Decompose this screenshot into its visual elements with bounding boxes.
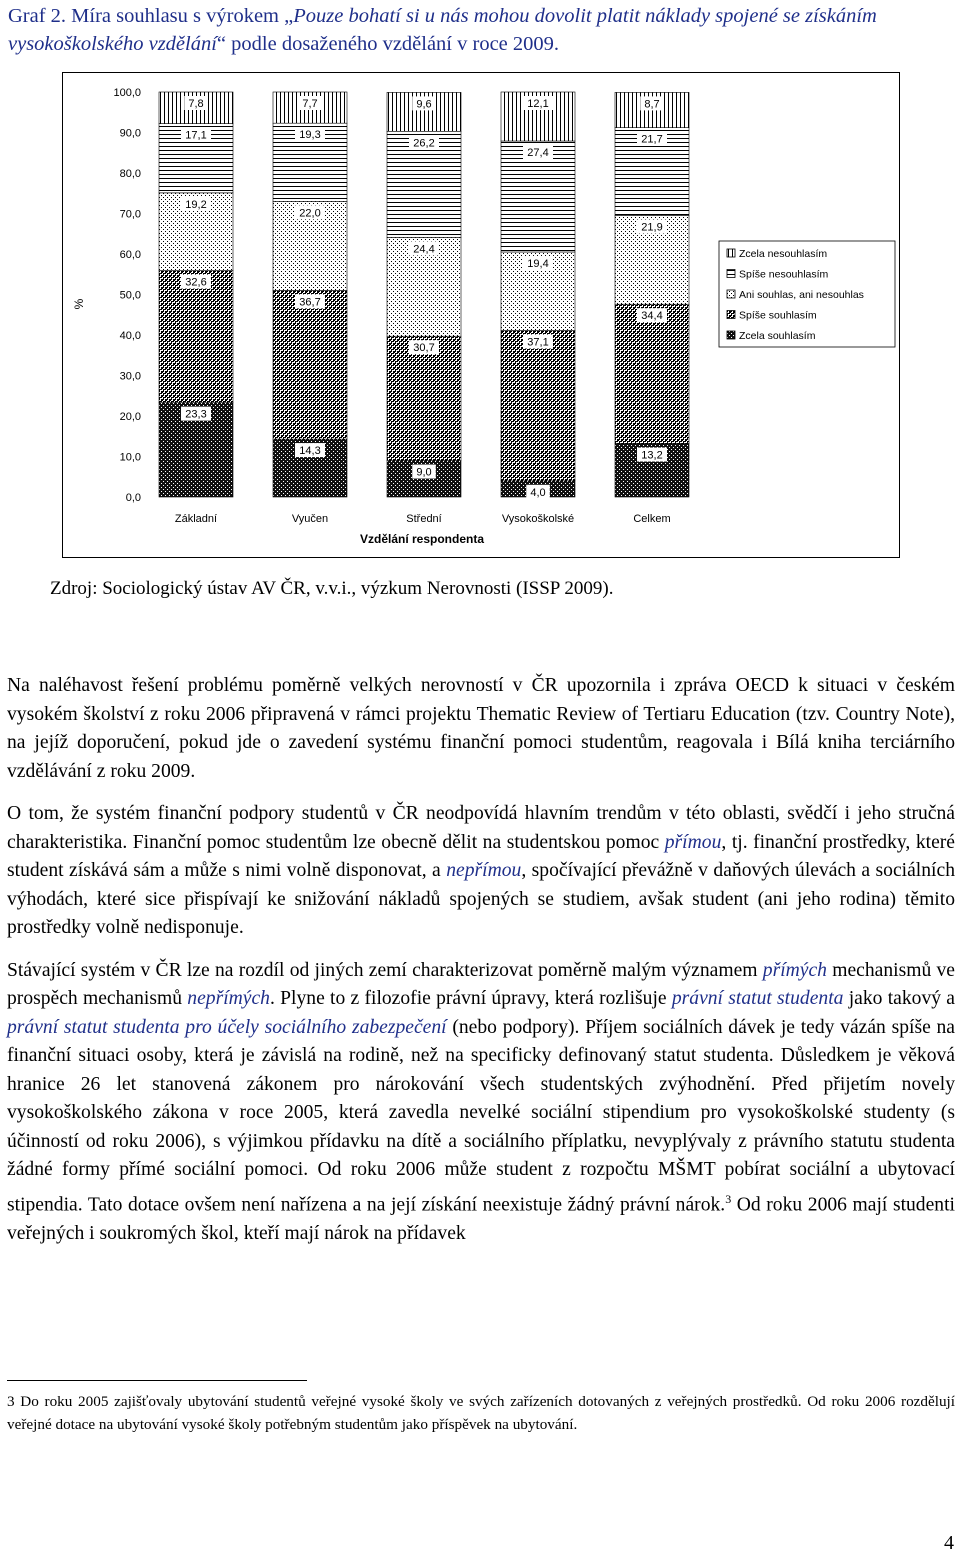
- y-tick-label: 10,0: [119, 451, 141, 464]
- paragraph-3: Stávající systém v ČR lze na rozdíl od jiných zemí charakterizovat poměrně malým významem přímých mechanismů ve prospěch mechanismů nepřímých. Plyne to z filozofie právní úpravy, která rozlišuje právní statut studenta jako takový a právní statut studenta pro účely sociálního zabezpečení (nebo podpory). Příjem sociálních dávek je tedy vázán spíše na finanční situaci osoby, která je závislá na rodině, než na specificky definovaný statut studenta. Důsledkem je věková hranice 26 let stanovená zákonem pro nárokování všech studentských zvýhodnění. Před přijetím novely vysokoškolského zákona v roce 2005, která zavedla nevelké sociální stipendium pro vysokoškolské studenty (s účinností od roku 2006), s výjimkou přídavku na dítě a sociálního příplatku, nevyplývaly z právního statutu studenta žádné formy přímé sociální pomoci. Od roku 2006 může student z rozpočtu MŠMT pobírat sociální a ubytovací stipendia. Tato dotace ovšem není nařízena a na její získání neexistuje žádný právní nárok.$^3$ Od roku 2006 mají studenti veřejných i soukromých škol, kteří mají nárok na přídavek: [7, 959, 956, 1244]
- bar-segment: [387, 336, 461, 460]
- data-label: 37,1: [527, 336, 549, 349]
- x-axis-title: Vzdělání respondenta: [359, 532, 485, 546]
- y-axis-title: %: [72, 298, 86, 310]
- data-label: 26,2: [413, 137, 435, 150]
- x-tick-label: Celkem: [633, 513, 671, 525]
- data-label: 22,0: [299, 207, 321, 220]
- data-label: 9,6: [416, 98, 432, 111]
- x-tick-label: Vysokoškolské: [501, 513, 575, 525]
- data-label: 7,8: [188, 98, 204, 110]
- data-label: 36,7: [299, 296, 321, 309]
- data-label: 19,3: [299, 129, 321, 142]
- x-tick-label: Střední: [406, 513, 442, 525]
- data-label: 14,3: [299, 445, 321, 458]
- legend-swatch: [727, 311, 735, 319]
- data-label: 34,4: [641, 310, 663, 323]
- footnote: 3 Do roku 2005 zajišťovaly ubytování studentů veřejné vysoké školy ve svých zařízeních dotovaných z veřejných prostředků. Od roku 2006 rozdělují veřejné dotace na ubytování vysoké školy potřebným studentům jako příspěvek na ubytování.: [7, 1393, 955, 1433]
- paragraph-1: Na naléhavost řešení problému poměrně velkých nerovností v ČR upozornila i zpráva OECD k situaci v českém vysokém školství z roku 2006 připravená v rámci projektu Thematic Review of Tertiaru Education (tzv. Country Note), na jejíž doporučení, pokud jde o zavedení systému finanční pomoci studentům, reagovala i Bílá kniha terciárního vzdělávání z roku 2009.: [7, 675, 955, 782]
- figure-caption: [8, 2, 958, 58]
- caption-quote: Pouze bohatí si u nás mohou dovolit platit náklady spojené se získáním vysokoškolského vzdělání: [8, 5, 877, 55]
- y-tick-label: 0,0: [125, 492, 141, 504]
- bar-segment: [159, 271, 233, 403]
- data-label: 21,7: [641, 133, 663, 146]
- y-tick-label: 20,0: [119, 411, 141, 423]
- legend-entry: Spíše nesouhlasím: [739, 268, 829, 281]
- data-label: 8,7: [644, 98, 660, 111]
- y-tick-label: 80,0: [119, 168, 141, 180]
- page-number: 4: [944, 1532, 954, 1554]
- y-tick-label: 60,0: [119, 249, 141, 261]
- legend-swatch: [727, 249, 735, 257]
- caption-prefix: Graf 2. Míra souhlasu s výrokem „: [8, 5, 294, 27]
- bar-segment: [501, 331, 575, 481]
- data-label: 19,4: [527, 257, 549, 270]
- data-label: 27,4: [527, 147, 549, 160]
- bar-segment: [273, 290, 347, 439]
- legend-entry: Zcela souhlasím: [739, 330, 816, 342]
- data-label: 21,9: [641, 221, 663, 234]
- chart-frame: [62, 72, 900, 558]
- y-tick-label: 40,0: [119, 330, 141, 342]
- y-tick-label: 70,0: [119, 208, 141, 221]
- data-label: 30,7: [413, 342, 435, 355]
- data-label: 23,3: [185, 408, 207, 421]
- y-tick-label: 90,0: [119, 127, 141, 140]
- footnote-ref[interactable]: 3: [725, 1191, 732, 1206]
- y-tick-label: 100,0: [113, 87, 141, 99]
- data-label: 19,2: [185, 198, 207, 211]
- data-label: 7,7: [302, 98, 318, 110]
- legend-entry: Ani souhlas, ani nesouhlas: [739, 289, 864, 301]
- footnote-separator: [7, 1380, 307, 1381]
- data-label: 32,6: [185, 276, 207, 289]
- data-label: 13,2: [641, 449, 663, 462]
- caption-suffix: “ podle dosaženého vzdělání v roce 2009.: [216, 33, 560, 55]
- legend-entry: Spíše souhlasím: [739, 309, 817, 322]
- legend-swatch: [727, 270, 735, 278]
- x-tick-label: Vyučen: [291, 513, 329, 525]
- legend-swatch: [727, 331, 735, 339]
- stacked-bar-chart: [63, 73, 899, 557]
- data-label: 17,1: [185, 129, 207, 142]
- legend-entry: Zcela nesouhlasím: [739, 248, 828, 260]
- y-tick-label: 30,0: [119, 370, 141, 383]
- data-label: 4,0: [530, 486, 546, 499]
- x-tick-label: Základní: [174, 513, 218, 525]
- source-note: Zdroj: Sociologický ústav AV ČR, v.v.i., výzkum Nerovnosti (ISSP 2009).: [50, 578, 614, 599]
- legend-swatch: [727, 290, 735, 298]
- body-text: [7, 672, 955, 1262]
- bar-segment: [615, 304, 689, 443]
- data-label: 12,1: [527, 98, 549, 110]
- paragraph-2: O tom, že systém finanční podpory studentů v ČR neodpovídá hlavním trendům v této oblasti, svědčí i jeho stručná charakteristika. Finanční pomoc studentům lze obecně dělit na studentskou pomoc přímou, tj. finanční prostředky, které student získává sám a může s nimi volně disponovat, a nepřímou, spočívající převážně v daňových úlevách a sociálních výhodách, které sice přispívají ke snižování nákladů spojených se studiem, avšak student (ani jeho rodina) těmito prostředky volně nedisponuje.: [7, 803, 956, 938]
- data-label: 24,4: [413, 243, 435, 256]
- y-tick-label: 50,0: [119, 289, 141, 302]
- data-label: 9,0: [416, 466, 432, 479]
